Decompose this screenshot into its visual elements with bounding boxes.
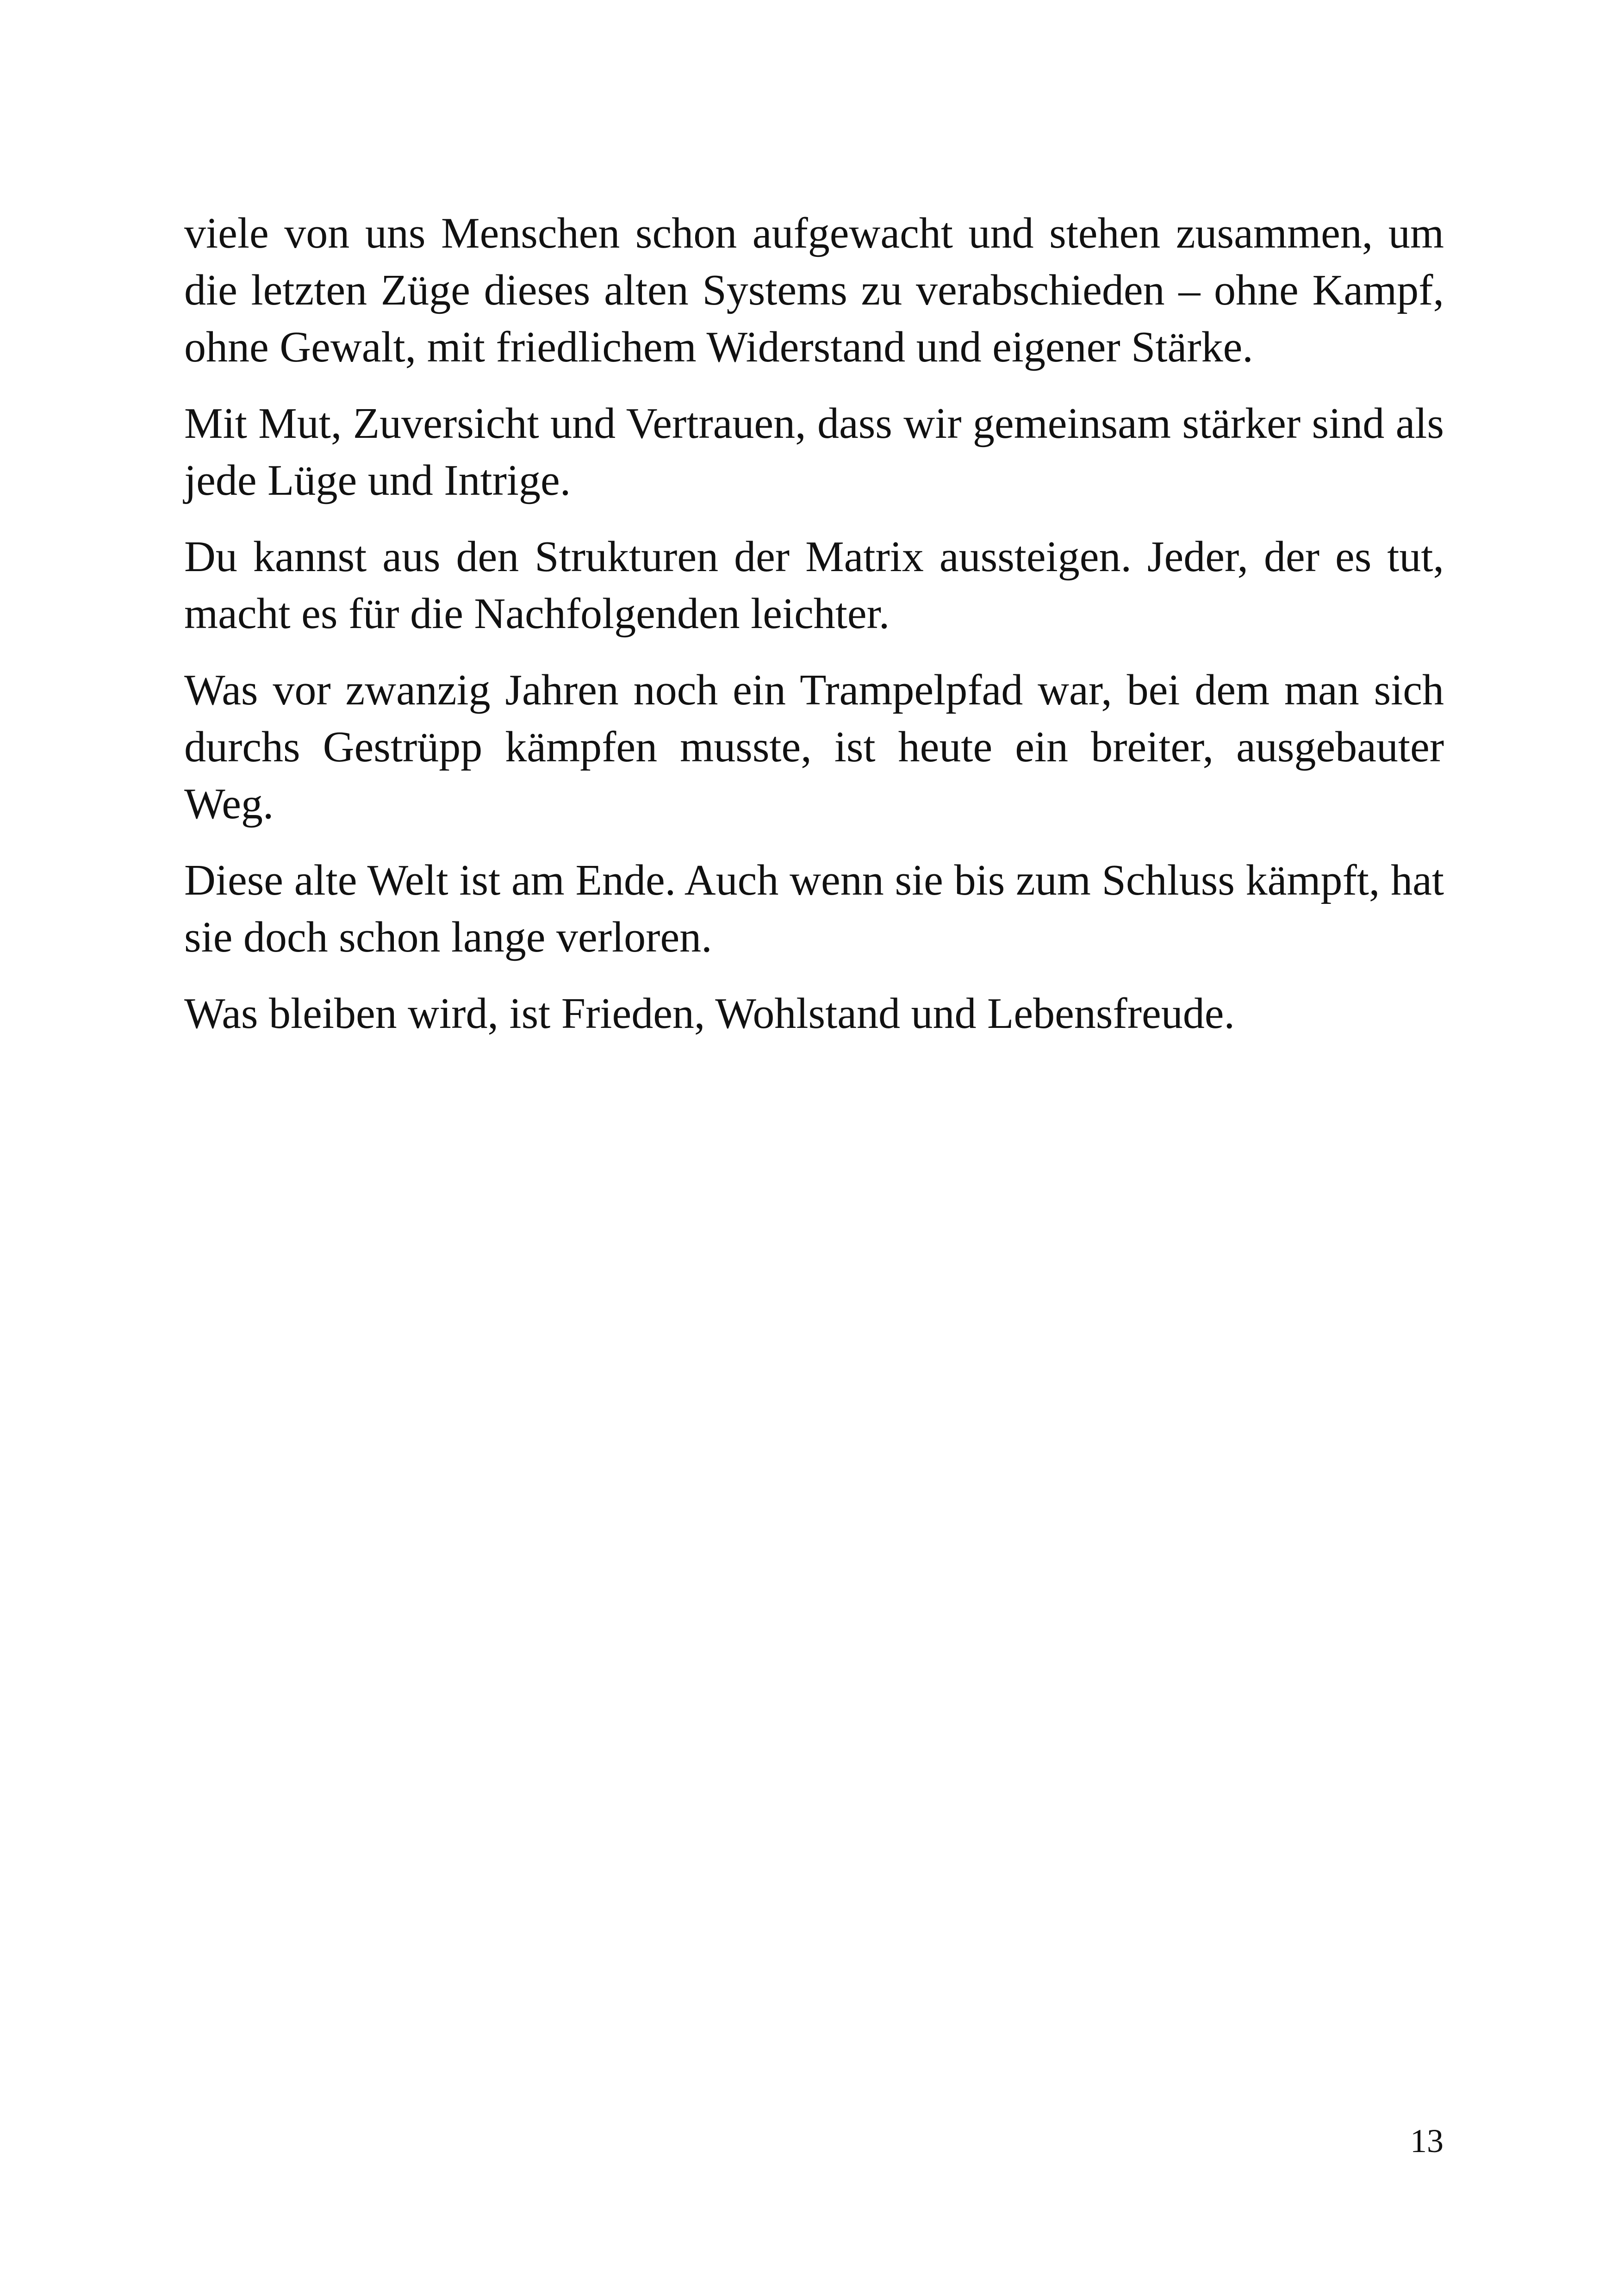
paragraph-5: Diese alte Welt ist am Ende. Auch wenn sie bis zum Schluss kämpft, hat sie doch schon lange verloren. [184,856,1444,961]
paragraph-4: Was vor zwanzig Jahren noch ein Trampelpfad war, bei dem man sich durchs Gestrüpp kämpfen musste, ist heute ein breiter, ausgebauter Weg. [184,666,1444,828]
paragraph-1: viele von uns Menschen schon aufgewacht und stehen zusammen, um die letzten Züge dieses alten Systems zu verabschieden – ohne Kampf, ohne Gewalt, mit friedlichem Widerstand und eigener Stärke. [184,209,1444,371]
paragraph-6: Was bleiben wird, ist Frieden, Wohlstand und Lebensfreude. [184,989,1235,1038]
paragraph-2: Mit Mut, Zuversicht und Vertrauen, dass wir gemeinsam stärker sind als jede Lüge und Intrige. [184,399,1444,504]
paragraph-3: Du kannst aus den Strukturen der Matrix aussteigen. Jeder, der es tut, macht es für die Nachfolgenden leichter. [184,533,1444,638]
body-text [184,205,1444,1062]
page-number: 13 [1410,2122,1444,2159]
